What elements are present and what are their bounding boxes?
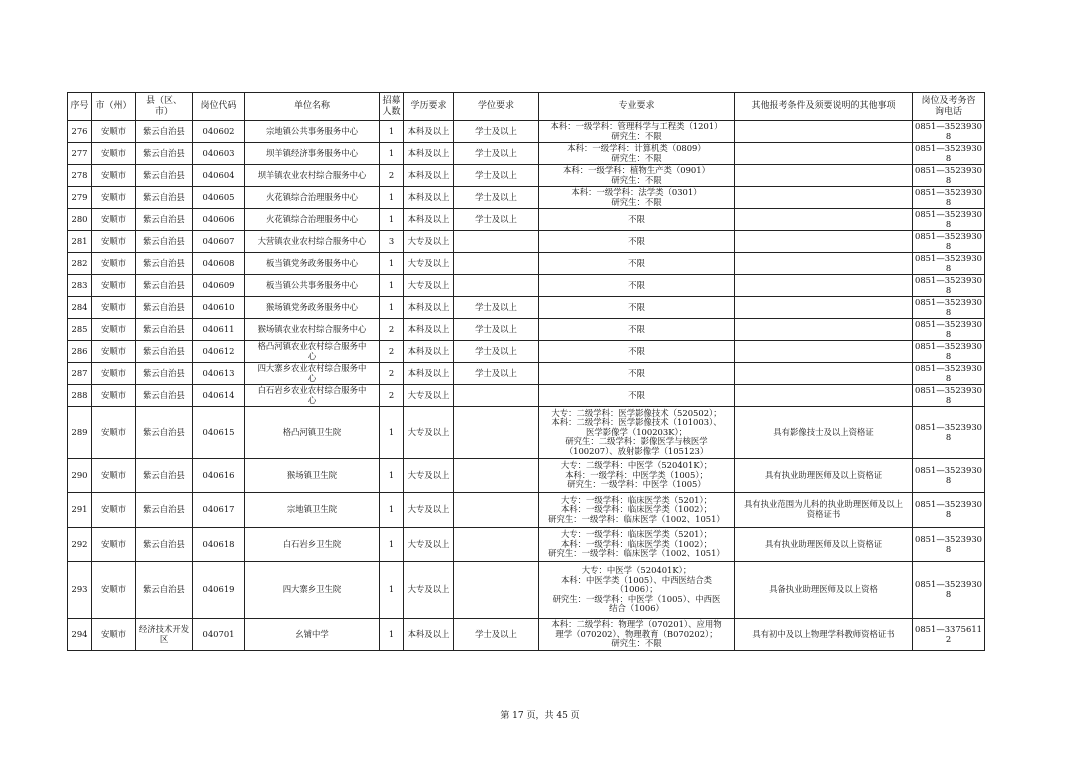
cell-degree: 学士及以上: [454, 143, 539, 165]
cell-code: 040616: [193, 459, 245, 493]
header-row: [68, 93, 985, 121]
cell-code: 040607: [193, 231, 245, 253]
cell-county: 紫云自治县: [136, 121, 193, 143]
cell-county: 紫云自治县: [136, 187, 193, 209]
cell-major: 不限: [539, 319, 735, 341]
cell-degree: [454, 231, 539, 253]
cell-city: 安顺市: [92, 319, 136, 341]
cell-county: 紫云自治县: [136, 493, 193, 528]
cell-city: 安顺市: [92, 165, 136, 187]
cell-phone: 0851—35239308: [913, 385, 985, 407]
table-row: [68, 187, 985, 209]
cell-no: 277: [68, 143, 92, 165]
page-footer: 第 17 页，共 45 页: [500, 711, 580, 721]
cell-code: 040614: [193, 385, 245, 407]
cell-degree: 学士及以上: [454, 165, 539, 187]
cell-major: 本科：一级学科：计算机类（0809） 研究生：不限: [539, 143, 735, 165]
cell-degree: 学士及以上: [454, 619, 539, 651]
cell-no: 278: [68, 165, 92, 187]
cell-city: 安顺市: [92, 493, 136, 528]
cell-education: 大专及以上: [404, 275, 454, 297]
cell-code: 040617: [193, 493, 245, 528]
cell-code: 040602: [193, 121, 245, 143]
cell-major: 不限: [539, 341, 735, 363]
cell-county: 紫云自治县: [136, 143, 193, 165]
cell-unit: 白石岩乡农业农村综合服务中 心: [245, 385, 380, 407]
cell-education: 本科及以上: [404, 209, 454, 231]
cell-degree: 学士及以上: [454, 297, 539, 319]
cell-education: 大专及以上: [404, 528, 454, 562]
cell-city: 安顺市: [92, 459, 136, 493]
cell-phone: 0851—35239308: [913, 528, 985, 562]
cell-no: 282: [68, 253, 92, 275]
cell-city: 安顺市: [92, 363, 136, 385]
cell-unit: 幺铺中学: [245, 619, 380, 651]
col-header-phone: 岗位及考务咨 询电话: [913, 93, 985, 121]
cell-phone: 0851—35239308: [913, 459, 985, 493]
cell-city: 安顺市: [92, 385, 136, 407]
cell-other: [735, 363, 913, 385]
cell-city: 安顺市: [92, 231, 136, 253]
cell-other: 具有初中及以上物理学科教师资格证书: [735, 619, 913, 651]
cell-other: [735, 297, 913, 319]
cell-count: 3: [380, 231, 404, 253]
table-row: [68, 459, 985, 493]
cell-other: [735, 385, 913, 407]
cell-unit: 格凸河镇农业农村综合服务中 心: [245, 341, 380, 363]
cell-other: 具备执业助理医师及以上资格: [735, 562, 913, 619]
cell-other: 具有执业助理医师及以上资格证: [735, 528, 913, 562]
cell-city: 安顺市: [92, 407, 136, 459]
cell-degree: [454, 275, 539, 297]
cell-no: 290: [68, 459, 92, 493]
cell-count: 1: [380, 121, 404, 143]
cell-code: 040608: [193, 253, 245, 275]
table-row: [68, 231, 985, 253]
cell-city: 安顺市: [92, 143, 136, 165]
cell-county: 紫云自治县: [136, 385, 193, 407]
cell-other: [735, 209, 913, 231]
cell-no: 285: [68, 319, 92, 341]
cell-education: 大专及以上: [404, 562, 454, 619]
cell-county: 紫云自治县: [136, 528, 193, 562]
cell-degree: [454, 493, 539, 528]
cell-major: 不限: [539, 297, 735, 319]
cell-city: 安顺市: [92, 528, 136, 562]
cell-unit: 宗地镇卫生院: [245, 493, 380, 528]
cell-other: 具有影像技士及以上资格证: [735, 407, 913, 459]
cell-county: 紫云自治县: [136, 407, 193, 459]
table-row: [68, 253, 985, 275]
table-row: [68, 619, 985, 651]
cell-phone: 0851—35239308: [913, 297, 985, 319]
cell-other: [735, 253, 913, 275]
cell-other: [735, 319, 913, 341]
cell-code: 040615: [193, 407, 245, 459]
cell-count: 1: [380, 528, 404, 562]
cell-unit: 四大寨乡卫生院: [245, 562, 380, 619]
cell-degree: [454, 407, 539, 459]
cell-major: 不限: [539, 275, 735, 297]
cell-major: 本科：一级学科：管理科学与工程类（1201） 研究生：不限: [539, 121, 735, 143]
cell-county: 紫云自治县: [136, 363, 193, 385]
table-row: [68, 209, 985, 231]
cell-other: [735, 231, 913, 253]
cell-count: 2: [380, 385, 404, 407]
cell-phone: 0851—35239308: [913, 121, 985, 143]
cell-no: 293: [68, 562, 92, 619]
cell-county: 紫云自治县: [136, 253, 193, 275]
cell-unit: 坝羊镇农业农村综合服务中心: [245, 165, 380, 187]
cell-degree: [454, 385, 539, 407]
cell-degree: [454, 562, 539, 619]
col-header-unit: 单位名称: [245, 93, 380, 121]
cell-other: 具有执业范围为儿科的执业助理医师及以上 资格证书: [735, 493, 913, 528]
cell-code: 040610: [193, 297, 245, 319]
cell-education: 本科及以上: [404, 143, 454, 165]
cell-count: 1: [380, 562, 404, 619]
cell-code: 040612: [193, 341, 245, 363]
cell-code: 040611: [193, 319, 245, 341]
cell-unit: 宗地镇公共事务服务中心: [245, 121, 380, 143]
cell-county: 紫云自治县: [136, 319, 193, 341]
cell-city: 安顺市: [92, 297, 136, 319]
cell-count: 1: [380, 619, 404, 651]
table-row: [68, 165, 985, 187]
col-header-count: 招募 人数: [380, 93, 404, 121]
cell-phone: 0851—35239308: [913, 275, 985, 297]
col-header-code: 岗位代码: [193, 93, 245, 121]
table-row: [68, 528, 985, 562]
cell-phone: 0851—35239308: [913, 341, 985, 363]
cell-city: 安顺市: [92, 562, 136, 619]
cell-education: 本科及以上: [404, 319, 454, 341]
cell-major: 本科：一级学科：法学类（0301） 研究生：不限: [539, 187, 735, 209]
cell-no: 294: [68, 619, 92, 651]
cell-major: 大专：一级学科：临床医学类（5201）； 本科：一级学科：临床医学类（1002）； 研究生：一级学科：临床医学（1002、1051）: [539, 528, 735, 562]
cell-no: 283: [68, 275, 92, 297]
table-row: [68, 562, 985, 619]
col-header-degree: 学位要求: [454, 93, 539, 121]
cell-education: 本科及以上: [404, 121, 454, 143]
cell-code: 040603: [193, 143, 245, 165]
cell-phone: 0851—35239308: [913, 187, 985, 209]
cell-other: [735, 121, 913, 143]
cell-major: 大专：中医学（520401K）； 本科：中医学类（1005）、中西医结合类 （1006）； 研究生：一级学科：中医学（1005）、中西医 结合（1006）: [539, 562, 735, 619]
cell-unit: 格凸河镇卫生院: [245, 407, 380, 459]
table-row: [68, 297, 985, 319]
cell-no: 284: [68, 297, 92, 319]
table-row: [68, 275, 985, 297]
cell-code: 040618: [193, 528, 245, 562]
col-header-county: 县（区、 市）: [136, 93, 193, 121]
cell-count: 2: [380, 165, 404, 187]
cell-count: 1: [380, 253, 404, 275]
cell-unit: 猴场镇卫生院: [245, 459, 380, 493]
cell-major: 大专：二级学科：中医学（520401K）； 本科：一级学科：中医学类（1005）； 研究生：一级学科：中医学（1005）: [539, 459, 735, 493]
cell-other: [735, 143, 913, 165]
cell-education: 本科及以上: [404, 165, 454, 187]
cell-education: 大专及以上: [404, 385, 454, 407]
cell-county: 紫云自治县: [136, 209, 193, 231]
cell-count: 1: [380, 187, 404, 209]
cell-county: 紫云自治县: [136, 275, 193, 297]
cell-city: 安顺市: [92, 187, 136, 209]
cell-no: 287: [68, 363, 92, 385]
cell-no: 292: [68, 528, 92, 562]
cell-major: 大专：二级学科：医学影像技术（520502）； 本科：二级学科：医学影像技术（101003）、 医学影像学（100203K）； 研究生：二级学科：影像医学与核医学 （100207）、放射影像学（105123）: [539, 407, 735, 459]
cell-no: 288: [68, 385, 92, 407]
cell-unit: 白石岩乡卫生院: [245, 528, 380, 562]
table-row: [68, 121, 985, 143]
cell-education: 大专及以上: [404, 493, 454, 528]
table-row: [68, 319, 985, 341]
cell-city: 安顺市: [92, 341, 136, 363]
cell-phone: 0851—35239308: [913, 363, 985, 385]
cell-count: 1: [380, 407, 404, 459]
cell-count: 1: [380, 209, 404, 231]
cell-city: 安顺市: [92, 121, 136, 143]
cell-major: 本科：二级学科：物理学（070201）、应用物 理学（070202）、物理教育（B070202）； 研究生：不限: [539, 619, 735, 651]
cell-count: 1: [380, 459, 404, 493]
cell-phone: 0851—35239308: [913, 319, 985, 341]
cell-education: 大专及以上: [404, 253, 454, 275]
cell-no: 279: [68, 187, 92, 209]
cell-code: 040605: [193, 187, 245, 209]
cell-education: 本科及以上: [404, 297, 454, 319]
cell-count: 1: [380, 297, 404, 319]
cell-phone: 0851—33756112: [913, 619, 985, 651]
cell-other: [735, 275, 913, 297]
cell-other: [735, 187, 913, 209]
cell-degree: 学士及以上: [454, 341, 539, 363]
cell-no: 286: [68, 341, 92, 363]
cell-education: 大专及以上: [404, 459, 454, 493]
cell-no: 289: [68, 407, 92, 459]
col-header-major: 专业要求: [539, 93, 735, 121]
cell-county: 紫云自治县: [136, 341, 193, 363]
cell-no: 281: [68, 231, 92, 253]
table-row: [68, 385, 985, 407]
cell-code: 040604: [193, 165, 245, 187]
cell-major: 不限: [539, 253, 735, 275]
cell-city: 安顺市: [92, 275, 136, 297]
col-header-education: 学历要求: [404, 93, 454, 121]
cell-unit: 火花镇综合治理服务中心: [245, 209, 380, 231]
cell-count: 2: [380, 319, 404, 341]
cell-city: 安顺市: [92, 209, 136, 231]
cell-major: 不限: [539, 385, 735, 407]
cell-unit: 猴场镇党务政务服务中心: [245, 297, 380, 319]
cell-education: 本科及以上: [404, 187, 454, 209]
col-header-other: 其他报考条件及须要说明的其他事项: [735, 93, 913, 121]
cell-no: 280: [68, 209, 92, 231]
cell-count: 2: [380, 341, 404, 363]
cell-unit: 板当镇党务政务服务中心: [245, 253, 380, 275]
cell-education: 大专及以上: [404, 407, 454, 459]
cell-education: 本科及以上: [404, 619, 454, 651]
cell-code: 040701: [193, 619, 245, 651]
cell-education: 大专及以上: [404, 231, 454, 253]
cell-unit: 坝羊镇经济事务服务中心: [245, 143, 380, 165]
cell-no: 276: [68, 121, 92, 143]
cell-count: 1: [380, 143, 404, 165]
cell-major: 不限: [539, 363, 735, 385]
cell-unit: 四大寨乡农业农村综合服务中 心: [245, 363, 380, 385]
cell-count: 2: [380, 363, 404, 385]
cell-phone: 0851—35239308: [913, 209, 985, 231]
cell-degree: 学士及以上: [454, 209, 539, 231]
cell-phone: 0851—35239308: [913, 253, 985, 275]
col-header-no: 序号: [68, 93, 92, 121]
cell-count: 1: [380, 275, 404, 297]
cell-city: 安顺市: [92, 253, 136, 275]
cell-major: 大专：一级学科：临床医学类（5201）； 本科：一级学科：临床医学类（1002）； 研究生：一级学科：临床医学（1002、1051）: [539, 493, 735, 528]
cell-unit: 猴场镇农业农村综合服务中心: [245, 319, 380, 341]
cell-education: 本科及以上: [404, 363, 454, 385]
cell-other: [735, 165, 913, 187]
cell-other: [735, 341, 913, 363]
cell-no: 291: [68, 493, 92, 528]
table-row: [68, 341, 985, 363]
table-row: [68, 143, 985, 165]
cell-degree: 学士及以上: [454, 187, 539, 209]
cell-county: 紫云自治县: [136, 231, 193, 253]
recruitment-table: [67, 92, 985, 651]
table-row: [68, 407, 985, 459]
cell-phone: 0851—35239308: [913, 165, 985, 187]
cell-degree: [454, 528, 539, 562]
cell-education: 本科及以上: [404, 341, 454, 363]
cell-phone: 0851—35239308: [913, 231, 985, 253]
cell-city: 安顺市: [92, 619, 136, 651]
table-body: [68, 121, 985, 651]
cell-code: 040619: [193, 562, 245, 619]
cell-county: 紫云自治县: [136, 297, 193, 319]
cell-code: 040613: [193, 363, 245, 385]
cell-phone: 0851—35239308: [913, 562, 985, 619]
cell-code: 040609: [193, 275, 245, 297]
cell-unit: 板当镇公共事务服务中心: [245, 275, 380, 297]
cell-code: 040606: [193, 209, 245, 231]
cell-major: 不限: [539, 231, 735, 253]
cell-major: 本科：一级学科：植物生产类（0901） 研究生：不限: [539, 165, 735, 187]
table-row: [68, 493, 985, 528]
cell-major: 不限: [539, 209, 735, 231]
cell-phone: 0851—35239308: [913, 407, 985, 459]
cell-other: 具有执业助理医师及以上资格证: [735, 459, 913, 493]
cell-phone: 0851—35239308: [913, 493, 985, 528]
cell-degree: 学士及以上: [454, 363, 539, 385]
cell-unit: 大营镇农业农村综合服务中心: [245, 231, 380, 253]
cell-unit: 火花镇综合治理服务中心: [245, 187, 380, 209]
cell-count: 1: [380, 493, 404, 528]
cell-degree: 学士及以上: [454, 121, 539, 143]
col-header-city: 市（州）: [92, 93, 136, 121]
cell-county: 紫云自治县: [136, 562, 193, 619]
cell-county: 紫云自治县: [136, 165, 193, 187]
cell-degree: [454, 253, 539, 275]
cell-degree: [454, 459, 539, 493]
table-row: [68, 363, 985, 385]
cell-phone: 0851—35239308: [913, 143, 985, 165]
cell-county: 经济技术开发 区: [136, 619, 193, 651]
cell-degree: 学士及以上: [454, 319, 539, 341]
cell-county: 紫云自治县: [136, 459, 193, 493]
